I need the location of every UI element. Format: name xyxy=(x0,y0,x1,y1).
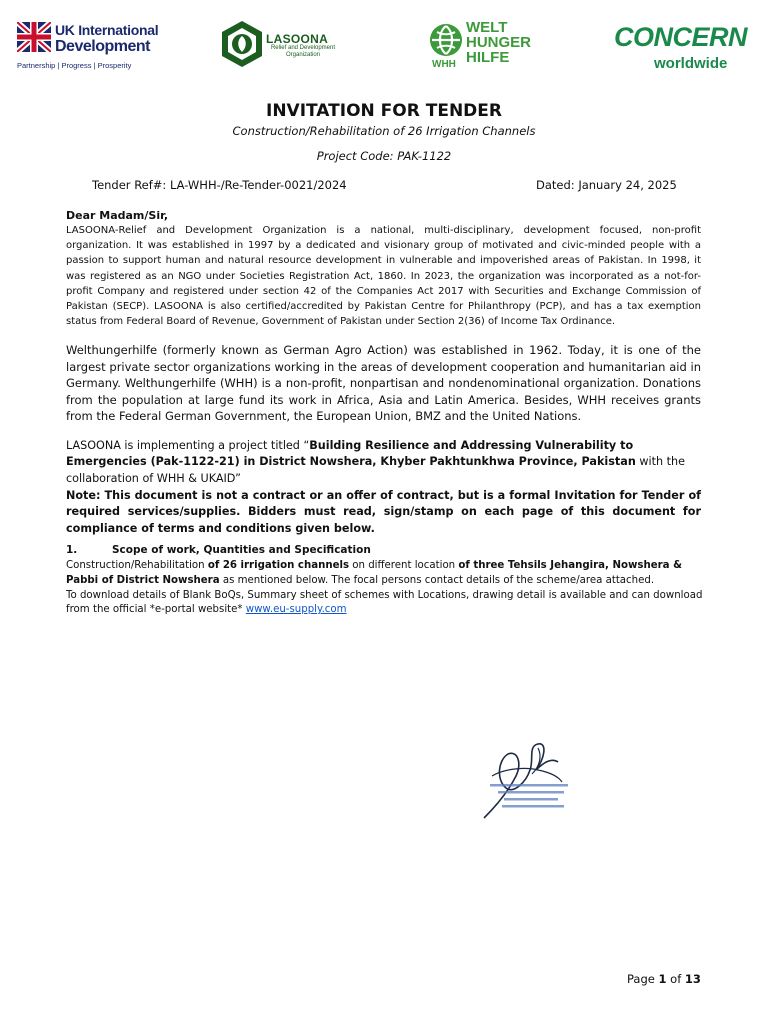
lasoona-emblem-icon xyxy=(220,20,264,68)
uk-logo-tagline: Partnership | Progress | Prosperity xyxy=(17,61,132,70)
eu-supply-link[interactable]: www.eu-supply.com xyxy=(245,604,347,616)
welthungerhilfe-logo xyxy=(428,20,532,72)
section-number: 1. xyxy=(66,544,78,556)
lasoona-logo xyxy=(220,20,340,68)
project-code: Project Code: PAK-1122 xyxy=(316,149,452,163)
whh-logo-abbr: WHH xyxy=(432,59,456,70)
project-paragraph: LASOONA is implementing a project titled “Building Resilience and Addressing Vulnerability to Emergencies (Pak-1122-21) in District Nowshera, Khyber Pakhtunkhwa Province, Pakistan with the collaboration of WHH & UKAID” xyxy=(66,439,685,485)
uk-logo-line2: Development xyxy=(55,38,150,55)
whh-intro-paragraph: Welthungerhilfe (formerly known as German Agro Action) was established in 1962. Today, it is one of the largest private sector organizations working in the areas of development cooperation and humanitarian aid in Germany. Welthungerhilfe (WHH) is a non-profit, nonpartisan and nondenominational organization. Donations from the population at large fund its work in Africa, Asia and Latin America. Besides, WHH receives grants from the Federal German Government, the European Union, BMZ and the United Nations. xyxy=(66,343,701,424)
lasoona-intro-paragraph: LASOONA-Relief and Development Organization is a national, multi-disciplinary, development focused, non-profit organization. It was established in 1997 by a dedicated and visionary group of motivated and civic-minded people with a passion to support human and natural resource development in vulnerable and impoverished areas of Pakistan. In 1998, it was registered as an NGO under Societies Registration Act, 1860. In 2023, the organization was incorporated as a not-for-profit Company and registered under section 42 of the Companies Act 2017 with Securities and Exchange Commission of Pakistan (SECP). LASOONA is also certified/accredited by Pakistan Centre for Philanthropy (PCP), and has a tax exemption status from Federal Board of Revenue, Government of Pakistan under Section 2(36) of Income Tax Ordinance. xyxy=(66,225,701,328)
concern-worldwide-logo xyxy=(614,22,748,76)
uk-logo-line1: UK International xyxy=(55,22,159,38)
tender-date: Dated: January 24, 2025 xyxy=(536,178,677,192)
tender-reference: Tender Ref#: LA-WHH-/Re-Tender-0021/2024 xyxy=(92,178,347,192)
lasoona-logo-subtitle: Relief and Development Organization xyxy=(270,45,336,58)
document-subtitle: Construction/Rehabilitation of 26 Irrigation Channels xyxy=(232,124,536,138)
signature-stamp-image xyxy=(478,736,578,822)
section-title: Scope of work, Quantities and Specification xyxy=(112,544,371,556)
greeting: Dear Madam/Sir, xyxy=(66,209,169,222)
union-flag-icon xyxy=(17,22,51,52)
document-title: INVITATION FOR TENDER xyxy=(266,101,502,121)
concern-logo-sub: worldwide xyxy=(654,55,728,72)
whh-globe-icon xyxy=(428,22,464,58)
contract-note: Note: This document is not a contract or an offer of contract, but is a formal Invitation for Tender of required services/supplies. Bidders must read, sign/stamp on each page of this document for compliance of terms and conditions given below. xyxy=(66,489,701,535)
lasoona-logo-name: LASOONA xyxy=(266,32,329,46)
page-number: Page 1 of 13 xyxy=(627,972,701,986)
uk-international-development-logo xyxy=(17,20,159,72)
concern-logo-name: CONCERN xyxy=(614,22,748,52)
whh-logo-wordmark: WELT HUNGER HILFE xyxy=(466,19,532,66)
scope-paragraph: Construction/Rehabilitation of 26 irrigation channels on different location of three Tehsils Jehangira, Nowshera & Pabbi of District Nowshera as mentioned below. The focal persons contact details of the scheme/area attached. To download details of Blank BoQs, Summary sheet of schemes with Locations, drawing detail is available and can download from the official *e-portal website* www.eu-supply.com xyxy=(66,560,703,616)
